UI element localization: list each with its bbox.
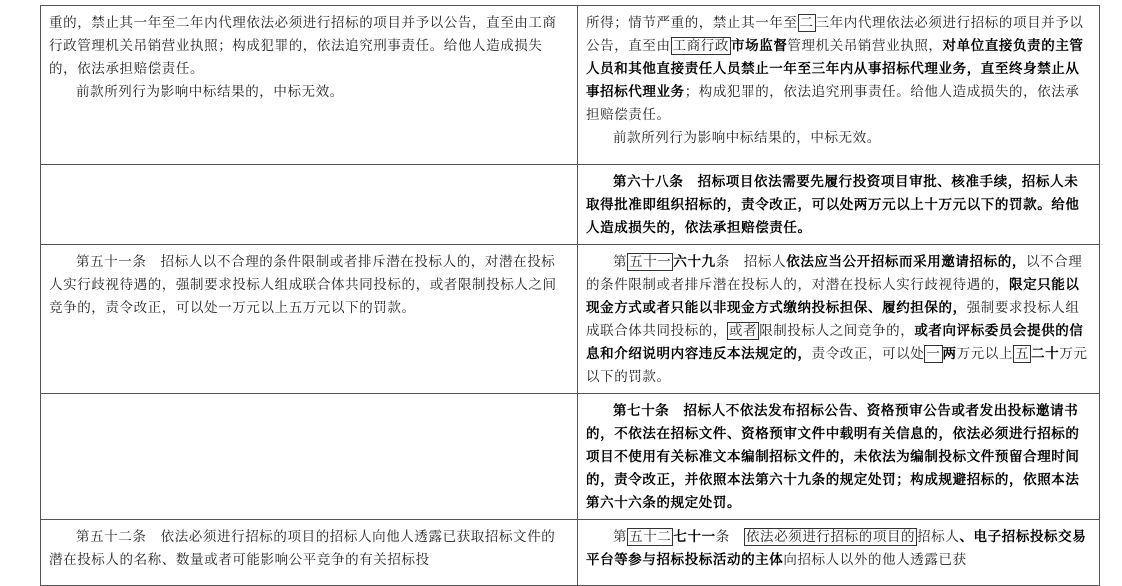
text-span: 万元以下的罚款。 — [586, 346, 1088, 385]
deleted-text-box: 五十一 — [629, 254, 672, 270]
text-span: 第 — [613, 529, 628, 545]
deleted-text-box: 一 — [926, 346, 941, 362]
text-span: 责令改正，可以处 — [811, 346, 925, 362]
table-row — [41, 6, 1100, 165]
revised-text-cell — [578, 165, 1100, 245]
deleted-text-box: 二 — [799, 15, 814, 31]
deleted-text-box: 五十二 — [629, 529, 672, 545]
original-text-cell — [41, 520, 578, 586]
added-article: 第六十八条 招标项目依法需要先履行投资项目审批、核准手续，招标人未取得批准即组织招标的，责令改正，可以处两万元以上十万元以下的罚款。给他人造成损失的，依法承担赔偿责任。 — [586, 174, 1080, 236]
text-span: 所得；情节严重的，禁止其一年至 — [586, 15, 798, 31]
revised-text-cell — [578, 6, 1100, 165]
text-span: 招标人 — [917, 529, 960, 545]
paragraph — [586, 12, 1091, 127]
deleted-text-box: 五 — [1015, 346, 1030, 362]
comparison-table — [40, 5, 1100, 586]
revised-text-cell — [578, 394, 1100, 520]
text-span: 条 — [715, 529, 744, 545]
text-span: 万元以上 — [956, 346, 1014, 362]
added-text: 或者向评标委员会提供的信息和介绍说明内容违反本法规定的， — [586, 323, 1084, 362]
text-span: 管理机关吊销营业执照， — [787, 38, 943, 54]
text-span: 强制要求投标人组成联合体共同投标的， — [586, 300, 1080, 339]
paragraph: 重的，禁止其一年至二年内代理依法必须进行招标的项目并予以公告，直至由工商行政管理机关吊销营业执照；构成犯罪的，依法追究刑事责任。给他人造成损失的，依法承担赔偿责任。 — [49, 15, 557, 77]
added-text: 限定只能以现金方式或者只能以非现金方式缴纳投标担保、履约担保的， — [586, 277, 1080, 316]
paragraph: 第五十一条 招标人以不合理的条件限制或者排斥潜在投标人的，对潜在投标人实行歧视待遇的，强制要求投标人组成联合体共同投标的，或者限制投标人之间竞争的，责令改正，可以处一万元以上五万元以下的罚款。 — [49, 254, 557, 316]
added-text: 对单位直接负责的主管人员和其他直接责任人员禁止一年至三年内从事招标代理业务，直至终身禁止从事招标代理业务 — [586, 38, 1084, 100]
added-text: 依法应当公开招标而采用邀请招标的， — [786, 254, 1026, 270]
original-text-cell — [41, 6, 578, 165]
paragraph — [586, 251, 1091, 389]
text-span: 条 招标人 — [715, 254, 787, 270]
added-text: 二十 — [1031, 346, 1060, 362]
added-text: 六十九 — [673, 254, 716, 270]
deleted-text-box: 或者 — [729, 323, 758, 339]
text-span: 限制投标人之间竞争的， — [759, 323, 915, 339]
table-row — [41, 520, 1100, 586]
added-text: 两 — [942, 346, 957, 362]
table-row — [41, 165, 1100, 245]
text-span: 向招标人以外的他人透露已获 — [783, 552, 967, 568]
paragraph: 前款所列行为影响中标结果的，中标无效。 — [76, 84, 344, 100]
text-span: 以不合理的条件限制或者排斥潜在投标人的，对潜在投标人实行歧视待遇的， — [586, 254, 1083, 293]
original-text-cell — [41, 245, 578, 394]
added-article: 第七十条 招标人不依法发布招标公告、资格预审公告或者发出投标邀请书的，不依法在招标文件、资格预审文件中载明有关信息的，依法必须进行招标的项目不使用有关标准文本编制招标文件的，未依法为编制投标文件预留合理时间的，责令改正，并依照本法第六十九条的规定处罚；构成规避招标的，依照本法第六十六条的规定处罚。 — [586, 403, 1080, 511]
paragraph: 前款所列行为影响中标结果的，中标无效。 — [613, 130, 881, 146]
text-span: 三年内代理依法必须进行招标的项目并予以公告，直至由 — [586, 15, 1084, 54]
added-text: 、电子招标投标交易平台等参与招标投标活动的主体 — [586, 529, 1087, 568]
added-text: 市场监督 — [731, 38, 788, 54]
paragraph — [586, 526, 1091, 572]
revised-text-cell — [578, 520, 1100, 586]
text-span: 第 — [613, 254, 628, 270]
paragraph: 第五十二条 依法必须进行招标的项目的招标人向他人透露已获取招标文件的潜在投标人的名称、数量或者可能影响公平竞争的有关招标投 — [49, 529, 556, 568]
deleted-text-box: 依法必须进行招标的项目的 — [745, 529, 916, 545]
original-text-cell — [41, 165, 578, 245]
table-row — [41, 245, 1100, 394]
deleted-text-box: 工商行政 — [672, 38, 730, 54]
table-row — [41, 394, 1100, 520]
revised-text-cell — [578, 245, 1100, 394]
text-span: ；构成犯罪的，依法追究刑事责任。给他人造成损失的，依法承担赔偿责任。 — [586, 84, 1080, 123]
added-text: 七十一 — [673, 529, 716, 545]
original-text-cell — [41, 394, 578, 520]
